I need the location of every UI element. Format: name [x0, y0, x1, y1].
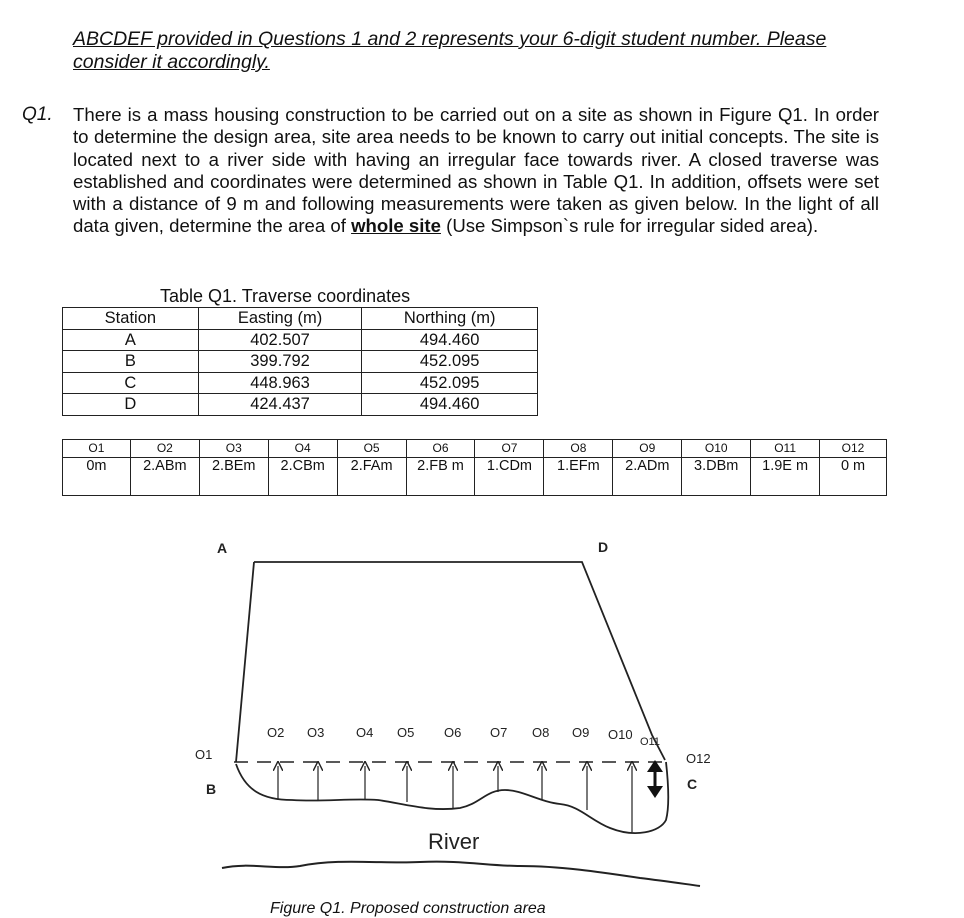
offset-header: O6	[406, 440, 475, 458]
offset-header: O8	[544, 440, 613, 458]
easting-cell: 402.507	[198, 329, 362, 351]
header-northing: Northing (m)	[362, 308, 538, 330]
offset-label: O3	[307, 725, 325, 740]
offset-header: O12	[820, 440, 887, 458]
offset-header: O3	[199, 440, 268, 458]
offset-label: O6	[444, 725, 462, 740]
offset-arrows	[278, 766, 632, 832]
label-c: C	[687, 776, 698, 792]
station-cell: D	[63, 394, 199, 416]
student-number-notice: ABCDEF provided in Questions 1 and 2 represents your 6-digit student number. Please consider it accordingly.	[73, 28, 827, 73]
header-station: Station	[63, 308, 199, 330]
label-o1: O1	[195, 747, 213, 762]
river-line	[222, 862, 700, 886]
river-label: River	[428, 829, 480, 854]
offset-header: O9	[613, 440, 682, 458]
offset-header: O7	[475, 440, 544, 458]
northing-cell: 494.460	[362, 394, 538, 416]
header-easting: Easting (m)	[198, 308, 362, 330]
offset-label: O9	[572, 725, 590, 740]
offset-header: O4	[268, 440, 337, 458]
easting-cell: 399.792	[198, 351, 362, 373]
offset-value: 2.FB m	[406, 458, 475, 496]
offset-label: O2	[267, 725, 285, 740]
offset-label: O10	[608, 727, 633, 742]
offset-value: 0 m	[820, 458, 887, 496]
offset-value: 2.BEm	[199, 458, 268, 496]
label-b: B	[206, 781, 217, 797]
offset-label: O7	[490, 725, 508, 740]
traverse-table-caption: Table Q1. Traverse coordinates	[160, 286, 411, 306]
offset-value: 1.9E m	[751, 458, 820, 496]
offset-value: 2.FAm	[337, 458, 406, 496]
offset-value: 1.EFm	[544, 458, 613, 496]
label-a: A	[217, 540, 228, 556]
question-text-after: (Use Simpson`s rule for irregular sided area).	[440, 215, 819, 237]
offset-value: 0m	[63, 458, 131, 496]
offset-value: 3.DBm	[682, 458, 751, 496]
offset-header: O11	[751, 440, 820, 458]
station-cell: A	[63, 329, 199, 351]
easting-cell: 448.963	[198, 372, 362, 394]
offset-value: 1.CDm	[475, 458, 544, 496]
figure-caption: Figure Q1. Proposed construction area	[270, 900, 546, 917]
offset-header: O5	[337, 440, 406, 458]
question-text-before: There is a mass housing construction to be carried out on a site as shown in Figure Q1. In order to determine the design area, site area needs to be known to carry out initial concepts. The site is located next to a river side with having an irregular face towards river. A closed traverse was established and coordinates were determined as shown in Table Q1. In addition, offsets were set with a distance of 9 m and following measurements were taken as given below. In the light of all data given, determine the area of	[73, 104, 879, 237]
question-underlined-term: whole site	[351, 215, 441, 237]
offset-double-arrow	[647, 760, 663, 798]
station-cell: B	[63, 351, 199, 373]
offset-header: O1	[63, 440, 131, 458]
offset-value: 2.CBm	[268, 458, 337, 496]
label-d: D	[598, 539, 609, 555]
label-o12: O12	[686, 751, 711, 766]
offset-label: O4	[356, 725, 374, 740]
offset-label: O8	[532, 725, 550, 740]
offset-header: O10	[682, 440, 751, 458]
offset-value: 2.ABm	[130, 458, 199, 496]
easting-cell: 424.437	[198, 394, 362, 416]
question-label: Q1.	[22, 104, 53, 125]
offset-header: O2	[130, 440, 199, 458]
northing-cell: 494.460	[362, 329, 538, 351]
northing-cell: 452.095	[362, 372, 538, 394]
northing-cell: 452.095	[362, 351, 538, 373]
offset-label: O5	[397, 725, 415, 740]
station-cell: C	[63, 372, 199, 394]
offset-label: O11	[640, 736, 660, 748]
river-bank	[236, 762, 668, 833]
offset-value: 2.ADm	[613, 458, 682, 496]
